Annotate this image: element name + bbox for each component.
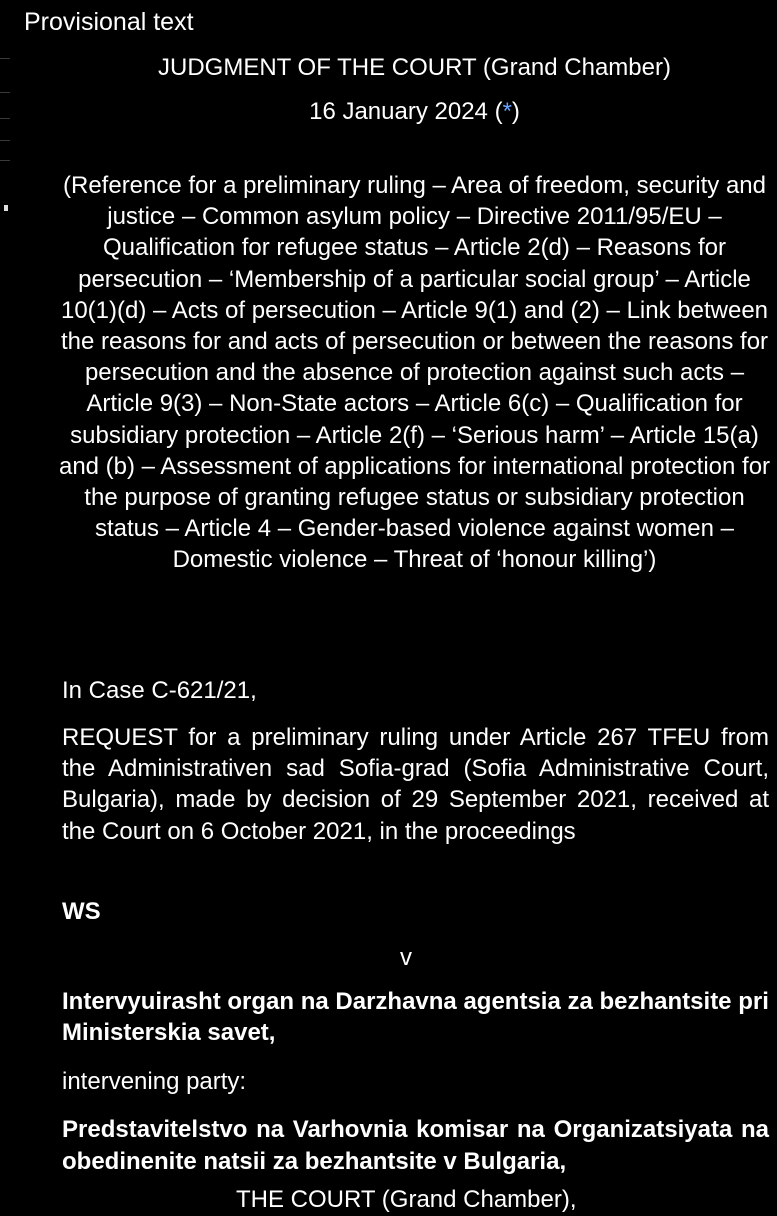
intervener-name: Predstavitelstvo na Varhovnia komisar na Organizatsiyata na obedinenite natsii za bezhantsite v Bulgaria, (62, 1116, 769, 1175)
intervening-label: intervening party: (62, 1068, 247, 1095)
defendant-name: Intervyuirasht organ na Darzhavna agentsia za bezhantsite pri Ministerskia savet, (62, 988, 769, 1046)
left-rail (0, 0, 10, 210)
rail-divider (0, 140, 10, 141)
rail-divider (0, 160, 10, 161)
judgment-title: JUDGMENT OF THE COURT (Grand Chamber) (158, 54, 671, 81)
applicant-name: WS (62, 898, 101, 925)
rail-divider (0, 58, 10, 59)
case-number: In Case C-621/21, (62, 677, 257, 704)
request-paragraph: REQUEST for a preliminary ruling under Article 267 TFEU from the Administrativen sad Sofia-grad (Sofia Administrative Court, Bulgaria), made by decision of 29 September 2021, received at the Court on 6 October 2021, in the proceedings (62, 724, 769, 845)
date-text: 16 January 2024 ( (309, 98, 503, 125)
rail-divider (0, 92, 10, 93)
rail-divider (0, 118, 10, 119)
scroll-marker (4, 205, 8, 211)
date-close: ) (511, 98, 520, 125)
judgment-date (52, 96, 777, 128)
footnote-link[interactable]: * (502, 98, 512, 125)
court-heading: THE COURT (Grand Chamber), (236, 1186, 577, 1213)
provisional-label: Provisional text (24, 8, 194, 36)
case-subject: (Reference for a preliminary ruling – Area of freedom, security and justice – Common asylum policy – Directive 2011/95/EU – Qualification for refugee status – Article 2(d) – Reasons for persecution – ‘Membership of a particular social group’ – Article 10(1)(d) – Acts of persecution – Article 9(1) and (2) – Link between the reasons for and acts of persecution or between the reasons for persecution and the absence of protection against such acts – Article 9(3) – Non-State actors – Article 6(c) – Qualification for subsidiary protection – Article 2(f) – ‘Serious harm’ – Article 15(a) and (b) – Assessment of applications for international protection for the purpose of granting refugee status or subsidiary protection status – Article 4 – Gender-based violence against women – Domestic violence – Threat of ‘honour killing’) (58, 172, 771, 574)
versus: v (400, 944, 412, 971)
